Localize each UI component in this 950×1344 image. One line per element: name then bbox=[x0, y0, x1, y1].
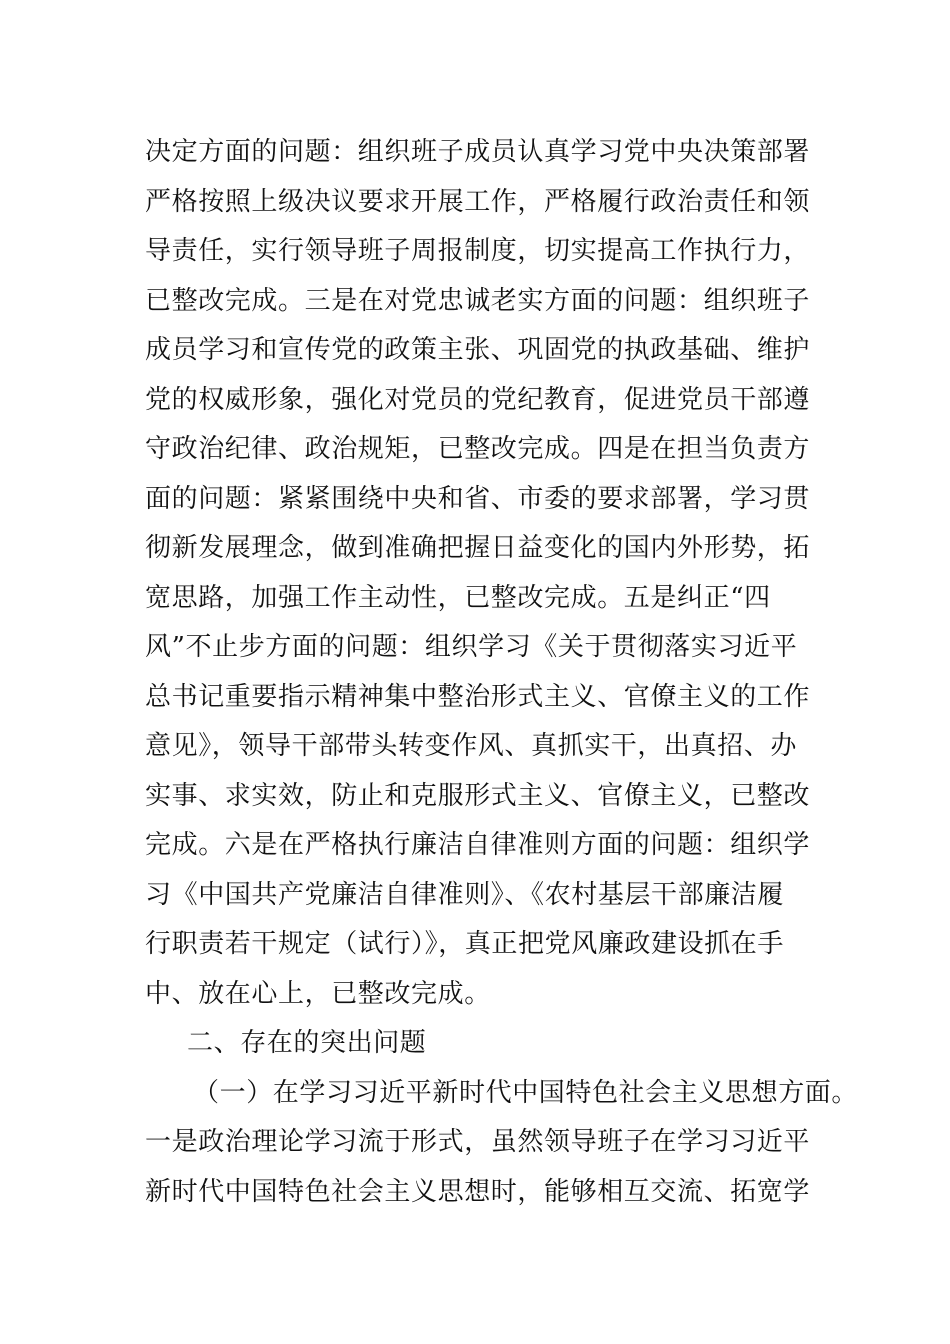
paragraph-line: 总书记重要指示精神集中整治形式主义、官僚主义的工作 bbox=[145, 681, 811, 712]
paragraph-line: 守政治纪律、政治规矩，已整改完成。四是在担当负责方 bbox=[145, 434, 811, 464]
paragraph-line: 成员学习和宣传党的政策主张、巩固党的执政基础、维护 bbox=[145, 335, 811, 365]
section-heading: 二、存在的突出问题 bbox=[187, 1028, 427, 1058]
paragraph-line: 实事、求实效，防止和克服形式主义、官僚主义，已整改 bbox=[145, 780, 811, 811]
paragraph-line: 党的权威形象，强化对党员的党纪教育，促进党员干部遵 bbox=[145, 384, 811, 415]
subsection-heading: （一）在学习习近平新时代中国特色社会主义思想方面。 bbox=[193, 1077, 859, 1108]
paragraph-line: 已整改完成。三是在对党忠诚老实方面的问题：组织班子 bbox=[145, 285, 811, 316]
paragraph-line: 一是政治理论学习流于形式，虽然领导班子在学习习近平 bbox=[145, 1127, 811, 1157]
paragraph-line: 中、放在心上，已整改完成。 bbox=[145, 978, 491, 1009]
paragraph-line: 行职责若干规定（试行）》，真正把党风廉政建设抓在手 bbox=[145, 929, 785, 959]
paragraph-line: 完成。六是在严格执行廉洁自律准则方面的问题：组织学 bbox=[145, 830, 811, 860]
paragraph-line: 风”不止步方面的问题：组织学习《关于贯彻落实习近平 bbox=[145, 632, 798, 662]
paragraph-line: 宽思路，加强工作主动性，已整改完成。五是纠正“四 bbox=[145, 582, 771, 613]
document-body bbox=[145, 128, 859, 1217]
paragraph-line: 意见》，领导干部带头转变作风、真抓实干，出真招、办 bbox=[145, 731, 798, 761]
paragraph-line: 严格按照上级决议要求开展工作，严格履行政治责任和领 bbox=[145, 186, 811, 217]
paragraph-line: 决定方面的问题：组织班子成员认真学习党中央决策部署 bbox=[145, 137, 811, 167]
paragraph-line: 面的问题：紧紧围绕中央和省、市委的要求部署，学习贯 bbox=[145, 483, 811, 514]
paragraph-line: 导责任，实行领导班子周报制度，切实提高工作执行力， bbox=[145, 236, 811, 266]
paragraph-line: 习《中国共产党廉洁自律准则》、《农村基层干部廉洁履 bbox=[145, 879, 785, 910]
paragraph-line: 新时代中国特色社会主义思想时，能够相互交流、拓宽学 bbox=[145, 1176, 811, 1207]
paragraph-line: 彻新发展理念，做到准确把握日益变化的国内外形势，拓 bbox=[145, 533, 811, 563]
